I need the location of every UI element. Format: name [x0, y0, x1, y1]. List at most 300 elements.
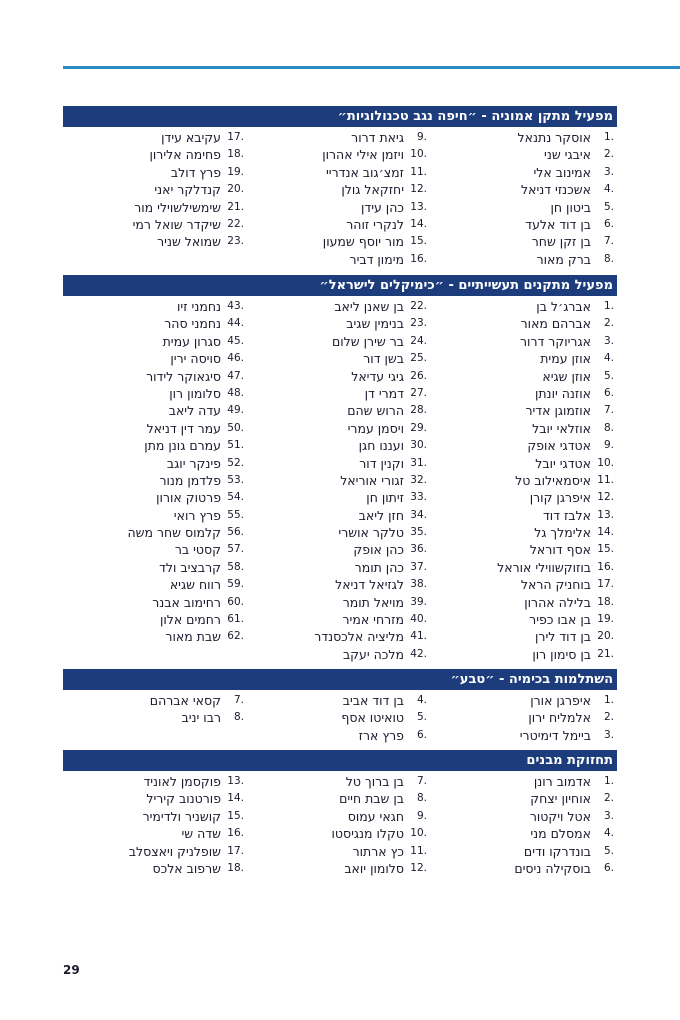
list-item: [63, 402, 247, 419]
section-title: מפעיל מתקנים תעשייתיים - ״כימיקלים לישראל״: [63, 275, 617, 296]
item-number: 18.: [227, 861, 244, 874]
list-item: [63, 385, 247, 402]
list-item: [430, 315, 617, 332]
item-name: אוזן שגיא: [542, 368, 591, 384]
item-number: 2.: [603, 711, 614, 724]
list-item: [247, 773, 430, 790]
item-number: 62.: [227, 630, 244, 643]
item-name: אטל ויקטור: [529, 808, 591, 824]
list-item: [247, 790, 430, 807]
item-name: סלומון רון: [169, 385, 221, 401]
item-name: עמרם גונן מתן: [144, 438, 221, 454]
item-name: קסאי אברהם: [149, 693, 221, 708]
item-number: 36.: [410, 543, 427, 556]
list-item: [430, 129, 617, 146]
list-item: [430, 524, 617, 541]
item-name: בן דוד אביב: [342, 693, 404, 708]
item-name: אברהם מאור: [520, 316, 591, 332]
item-number: 12.: [410, 861, 427, 874]
list-item: [63, 199, 247, 216]
item-name: כהן תומר: [354, 559, 404, 575]
item-name: מזרחי אמיר: [342, 612, 404, 628]
item-name: טואיטו אסף: [341, 710, 404, 726]
item-number: 14.: [227, 792, 244, 805]
item-number: 12.: [410, 183, 427, 196]
item-number: 4.: [416, 694, 427, 706]
item-number: 21.: [597, 647, 614, 660]
item-name: אברג׳ל בן: [536, 299, 591, 314]
item-name: אלמליח ירון: [528, 710, 591, 726]
list-item: [63, 472, 247, 489]
list-item: [63, 333, 247, 350]
item-number: 1.: [603, 300, 614, 312]
item-number: 45.: [227, 334, 244, 347]
item-name: לגזיאל דניאל: [335, 577, 404, 593]
item-name: כהן עידן: [360, 199, 404, 215]
item-number: 7.: [416, 775, 427, 787]
list-item: [63, 773, 247, 790]
item-name: רבו יניב: [181, 710, 221, 726]
item-name: סלומון יואב: [344, 860, 404, 876]
item-number: 4.: [603, 827, 614, 840]
item-name: בן דוד לירן: [535, 629, 591, 645]
item-name: אוסקר נתנאל: [517, 130, 591, 145]
item-name: קרבציב ולד: [159, 559, 221, 575]
item-name: קלמוס שחר משה: [127, 525, 221, 541]
list-item: [63, 808, 247, 825]
list-item: [247, 860, 430, 877]
list-item: [430, 164, 617, 181]
item-name: עדה ליאב: [168, 403, 221, 419]
section-chemistry: [63, 669, 617, 744]
item-name: ברק מאור: [536, 251, 591, 267]
item-number: 43.: [227, 300, 244, 312]
item-number: 19.: [597, 613, 614, 626]
list-item: [247, 199, 430, 216]
item-number: 14.: [597, 526, 614, 539]
item-name: בן סימון רון: [532, 646, 591, 662]
item-name: אוזן עמית: [540, 351, 591, 367]
list-item: [430, 199, 617, 216]
item-number: 44.: [227, 317, 244, 330]
list-item: [430, 594, 617, 611]
item-name: רחמים אלון: [159, 612, 221, 628]
item-name: בן זקן שחר: [531, 234, 591, 250]
item-number: 6.: [416, 728, 427, 741]
item-number: 6.: [603, 386, 614, 399]
item-number: 20.: [227, 183, 244, 196]
list-item: [247, 181, 430, 198]
item-name: ויסמן עמרי: [347, 420, 404, 436]
list-item: [430, 860, 617, 877]
item-name: חזן ליאב: [358, 507, 404, 523]
list-item: [247, 843, 430, 860]
list-item: [63, 350, 247, 367]
item-name: טלקר אושרי: [338, 525, 404, 541]
list-item: [430, 628, 617, 645]
item-number: 26.: [410, 369, 427, 382]
item-number: 9.: [603, 439, 614, 452]
item-number: 16.: [227, 827, 244, 840]
list-item: [430, 420, 617, 437]
item-name: רחימוב אבנר: [152, 594, 221, 610]
list-item: [247, 541, 430, 558]
item-number: 3.: [603, 728, 614, 741]
item-name: איפרגן קורן: [529, 490, 591, 506]
list-item: [63, 709, 247, 726]
list-item: [247, 646, 430, 663]
item-name: מלכה יעקב: [342, 646, 404, 662]
list-item: [430, 233, 617, 250]
item-name: וקנין דור: [359, 455, 404, 471]
item-number: 5.: [603, 844, 614, 857]
item-number: 51.: [227, 439, 244, 452]
list-item: [247, 489, 430, 506]
list-item: [63, 524, 247, 541]
item-number: 13.: [227, 775, 244, 787]
item-number: 8.: [233, 711, 244, 724]
item-name: בוזוקשווילי אוראל: [497, 559, 591, 575]
list-item: [247, 472, 430, 489]
item-number: 23.: [410, 317, 427, 330]
item-number: 12.: [597, 491, 614, 504]
list-item: [63, 455, 247, 472]
list-item: [430, 808, 617, 825]
list-item: [247, 164, 430, 181]
item-name: מור יוסף שמעון: [322, 234, 404, 250]
item-number: 7.: [603, 404, 614, 417]
item-name: שרפוב אלכס: [152, 860, 221, 876]
page-number: 29: [63, 963, 80, 977]
item-name: פרץ רואי: [173, 507, 221, 523]
item-name: הרוש שהם: [347, 403, 404, 419]
list-item: [63, 825, 247, 842]
item-name: אטדגי יובל: [535, 455, 591, 471]
item-number: 8.: [603, 252, 614, 265]
list-item: [430, 489, 617, 506]
list-item: [430, 146, 617, 163]
item-number: 40.: [410, 613, 427, 626]
item-number: 14.: [410, 217, 427, 230]
item-number: 28.: [410, 404, 427, 417]
item-number: 11.: [410, 844, 427, 857]
list-item: [430, 559, 617, 576]
item-number: 2.: [603, 317, 614, 330]
list-item: [430, 611, 617, 628]
item-name: דמרי דן: [364, 385, 404, 401]
item-number: 52.: [227, 456, 244, 469]
list-item: [430, 843, 617, 860]
item-number: 3.: [603, 334, 614, 347]
item-number: 16.: [597, 560, 614, 573]
item-name: רווח שגיא: [169, 577, 221, 593]
item-number: 24.: [410, 334, 427, 347]
list-item: [247, 368, 430, 385]
list-item: [430, 825, 617, 842]
item-number: 42.: [410, 647, 427, 660]
list-item: [63, 541, 247, 558]
item-number: 31.: [410, 456, 427, 469]
item-number: 5.: [603, 200, 614, 213]
list-item: [430, 402, 617, 419]
item-name: כהן אופק: [353, 542, 404, 558]
item-name: בן דוד אלעד: [525, 216, 591, 232]
item-number: 48.: [227, 386, 244, 399]
item-name: מליציה אלכסנדר: [314, 629, 404, 645]
list-item: [430, 472, 617, 489]
item-number: 13.: [410, 200, 427, 213]
list-item: [247, 594, 430, 611]
top-rule: [63, 66, 680, 69]
item-name: אמסלם מני: [530, 826, 591, 842]
list-item: [247, 233, 430, 250]
section-ammonia: [63, 106, 617, 268]
item-name: בנימין שגיב: [346, 316, 404, 332]
item-number: 3.: [603, 165, 614, 178]
item-number: 6.: [603, 217, 614, 230]
item-name: כץ ארתור: [352, 843, 404, 859]
item-number: 1.: [603, 775, 614, 787]
item-name: פורטנוב קיריל: [146, 791, 221, 807]
list-item: [430, 251, 617, 268]
list-item: [247, 727, 430, 744]
item-number: 17.: [597, 578, 614, 591]
item-name: אמינוב אלי: [533, 164, 591, 180]
list-item: [247, 507, 430, 524]
list-item: [247, 216, 430, 233]
list-item: [247, 524, 430, 541]
item-name: בן שאנן ליאב: [334, 299, 404, 314]
name-list: [63, 773, 617, 877]
name-list: [63, 298, 617, 663]
item-number: 46.: [227, 352, 244, 365]
item-name: יחזקאל גולן: [341, 182, 404, 198]
list-item: [247, 402, 430, 419]
item-name: ויזמן אילי אהרון: [322, 147, 404, 163]
item-name: זגורי אוריאל: [340, 472, 404, 488]
item-number: 19.: [227, 165, 244, 178]
item-name: שדה שי: [181, 826, 221, 842]
item-number: 49.: [227, 404, 244, 417]
item-number: 53.: [227, 473, 244, 486]
item-name: פוקסמן לאוניד: [143, 774, 221, 789]
item-number: 2.: [603, 792, 614, 805]
item-name: זמצ׳גוב אנדריי: [325, 164, 404, 180]
list-item: [430, 455, 617, 472]
item-name: שימשילשוילי מור: [134, 199, 221, 215]
item-number: 15.: [410, 235, 427, 248]
item-name: בוסקילה ניסים: [514, 860, 591, 876]
item-name: אוזמוגן אדיר: [525, 403, 591, 419]
item-name: בונדרקו ודים: [523, 843, 591, 859]
item-number: 4.: [603, 352, 614, 365]
item-name: שופלניק ויאצסלב: [128, 843, 221, 859]
item-number: 9.: [416, 131, 427, 143]
item-name: לנקרי זוהר: [346, 216, 404, 232]
list-item: [63, 233, 247, 250]
item-number: 17.: [227, 131, 244, 143]
item-name: ביטון חן: [550, 199, 591, 215]
item-name: נחמני זיו: [177, 299, 221, 314]
item-name: אטדגי אופק: [527, 438, 591, 454]
list-item: [247, 455, 430, 472]
item-number: 11.: [597, 473, 614, 486]
list-item: [63, 315, 247, 332]
item-name: פרץ ארז: [358, 727, 404, 743]
item-name: קושניר ולדימיר: [142, 808, 221, 824]
item-name: בר שירן שלום: [331, 333, 404, 349]
item-number: 29.: [410, 421, 427, 434]
item-name: חגאי עמוס: [347, 808, 404, 824]
list-item: [63, 298, 247, 315]
list-item: [430, 727, 617, 744]
item-number: 56.: [227, 526, 244, 539]
list-item: [63, 420, 247, 437]
list-item: [247, 350, 430, 367]
item-name: אוזנה יונתן: [534, 385, 591, 401]
item-name: שמואל שניר: [157, 234, 221, 250]
item-number: 22.: [410, 300, 427, 312]
item-number: 7.: [233, 694, 244, 706]
list-item: [430, 646, 617, 663]
list-item: [63, 164, 247, 181]
item-name: פרטוק אורון: [156, 490, 221, 506]
list-item: [63, 437, 247, 454]
item-name: מויאל תומר: [342, 594, 404, 610]
item-number: 32.: [410, 473, 427, 486]
item-name: אלבז דוד: [542, 507, 591, 523]
item-name: ועננו חגן: [358, 438, 404, 454]
list-item: [247, 129, 430, 146]
item-number: 37.: [410, 560, 427, 573]
item-number: 55.: [227, 508, 244, 521]
item-name: סגרון עמית: [162, 333, 221, 349]
item-number: 25.: [410, 352, 427, 365]
item-name: ביימל דימיטרי: [519, 727, 591, 743]
list-item: [63, 692, 247, 709]
list-item: [63, 181, 247, 198]
name-list: [63, 692, 617, 744]
item-name: טקלו מנגיסטו: [331, 826, 404, 842]
item-name: זיתון חן: [366, 490, 404, 506]
item-number: 9.: [416, 809, 427, 822]
list-item: [430, 692, 617, 709]
item-name: עמר דין דניאל: [146, 420, 221, 436]
item-number: 16.: [410, 252, 427, 265]
item-number: 10.: [597, 456, 614, 469]
item-number: 33.: [410, 491, 427, 504]
list-item: [247, 298, 430, 315]
item-name: איפרגן אורן: [530, 693, 591, 708]
list-item: [247, 251, 430, 268]
item-number: 22.: [227, 217, 244, 230]
item-number: 7.: [603, 235, 614, 248]
section-title: השתלמות בכימיה - ״טבע״: [63, 669, 617, 690]
section-title: תחזוקת מבנים: [63, 750, 617, 771]
list-item: [247, 808, 430, 825]
item-number: 1.: [603, 694, 614, 706]
item-number: 60.: [227, 595, 244, 608]
list-item: [430, 181, 617, 198]
list-item: [247, 315, 430, 332]
item-name: בשן דור: [363, 351, 404, 367]
list-item: [63, 489, 247, 506]
item-name: אשכנזי דניאל: [520, 182, 591, 198]
item-name: בלילה אהרון: [524, 594, 591, 610]
item-number: 5.: [603, 369, 614, 382]
item-number: 27.: [410, 386, 427, 399]
list-item: [63, 216, 247, 233]
item-name: גיאת דרור: [351, 130, 404, 145]
section-maintenance: [63, 750, 617, 877]
item-name: פחימה אלירון: [149, 147, 221, 163]
item-number: 10.: [410, 148, 427, 161]
item-number: 35.: [410, 526, 427, 539]
list-item: [247, 576, 430, 593]
list-item: [63, 576, 247, 593]
item-number: 34.: [410, 508, 427, 521]
list-item: [63, 146, 247, 163]
item-name: סויסה ירין: [170, 351, 221, 367]
item-number: 8.: [603, 421, 614, 434]
item-number: 23.: [227, 235, 244, 248]
item-number: 5.: [416, 711, 427, 724]
list-item: [430, 437, 617, 454]
item-name: קנדלקר יאני: [154, 182, 221, 198]
list-item: [63, 507, 247, 524]
list-item: [63, 559, 247, 576]
list-item: [63, 129, 247, 146]
list-item: [63, 594, 247, 611]
item-name: פלדמן מנור: [159, 472, 221, 488]
item-name: בן שבת חיים: [339, 791, 404, 807]
list-item: [247, 611, 430, 628]
list-item: [430, 576, 617, 593]
list-item: [63, 368, 247, 385]
list-item: [247, 420, 430, 437]
list-item: [247, 385, 430, 402]
item-number: 41.: [410, 630, 427, 643]
item-name: איסמאילוב טל: [515, 472, 591, 488]
list-item: [430, 216, 617, 233]
item-number: 18.: [227, 148, 244, 161]
section-title: מפעיל מתקן אמוניה - ״חיפה נגב טכנולוגיות״: [63, 106, 617, 127]
item-number: 21.: [227, 200, 244, 213]
item-number: 59.: [227, 578, 244, 591]
item-name: מימון דביר: [349, 251, 404, 267]
item-name: אסף דוראל: [529, 542, 591, 558]
item-number: 17.: [227, 844, 244, 857]
item-number: 58.: [227, 560, 244, 573]
item-name: פינקר יוגב: [166, 455, 221, 471]
list-item: [63, 843, 247, 860]
list-item: [247, 709, 430, 726]
item-number: 39.: [410, 595, 427, 608]
item-number: 2.: [603, 148, 614, 161]
item-number: 6.: [603, 861, 614, 874]
item-number: 30.: [410, 439, 427, 452]
item-name: פרץ דולב: [170, 164, 221, 180]
list-item: [430, 790, 617, 807]
item-name: עקיבא עידן: [161, 130, 221, 145]
item-number: 47.: [227, 369, 244, 382]
item-number: 4.: [603, 183, 614, 196]
list-item: [430, 507, 617, 524]
item-name: גיגי עדיאל: [351, 368, 404, 384]
item-name: בן ברוך טל: [345, 774, 404, 789]
list-item: [430, 709, 617, 726]
item-number: 10.: [410, 827, 427, 840]
